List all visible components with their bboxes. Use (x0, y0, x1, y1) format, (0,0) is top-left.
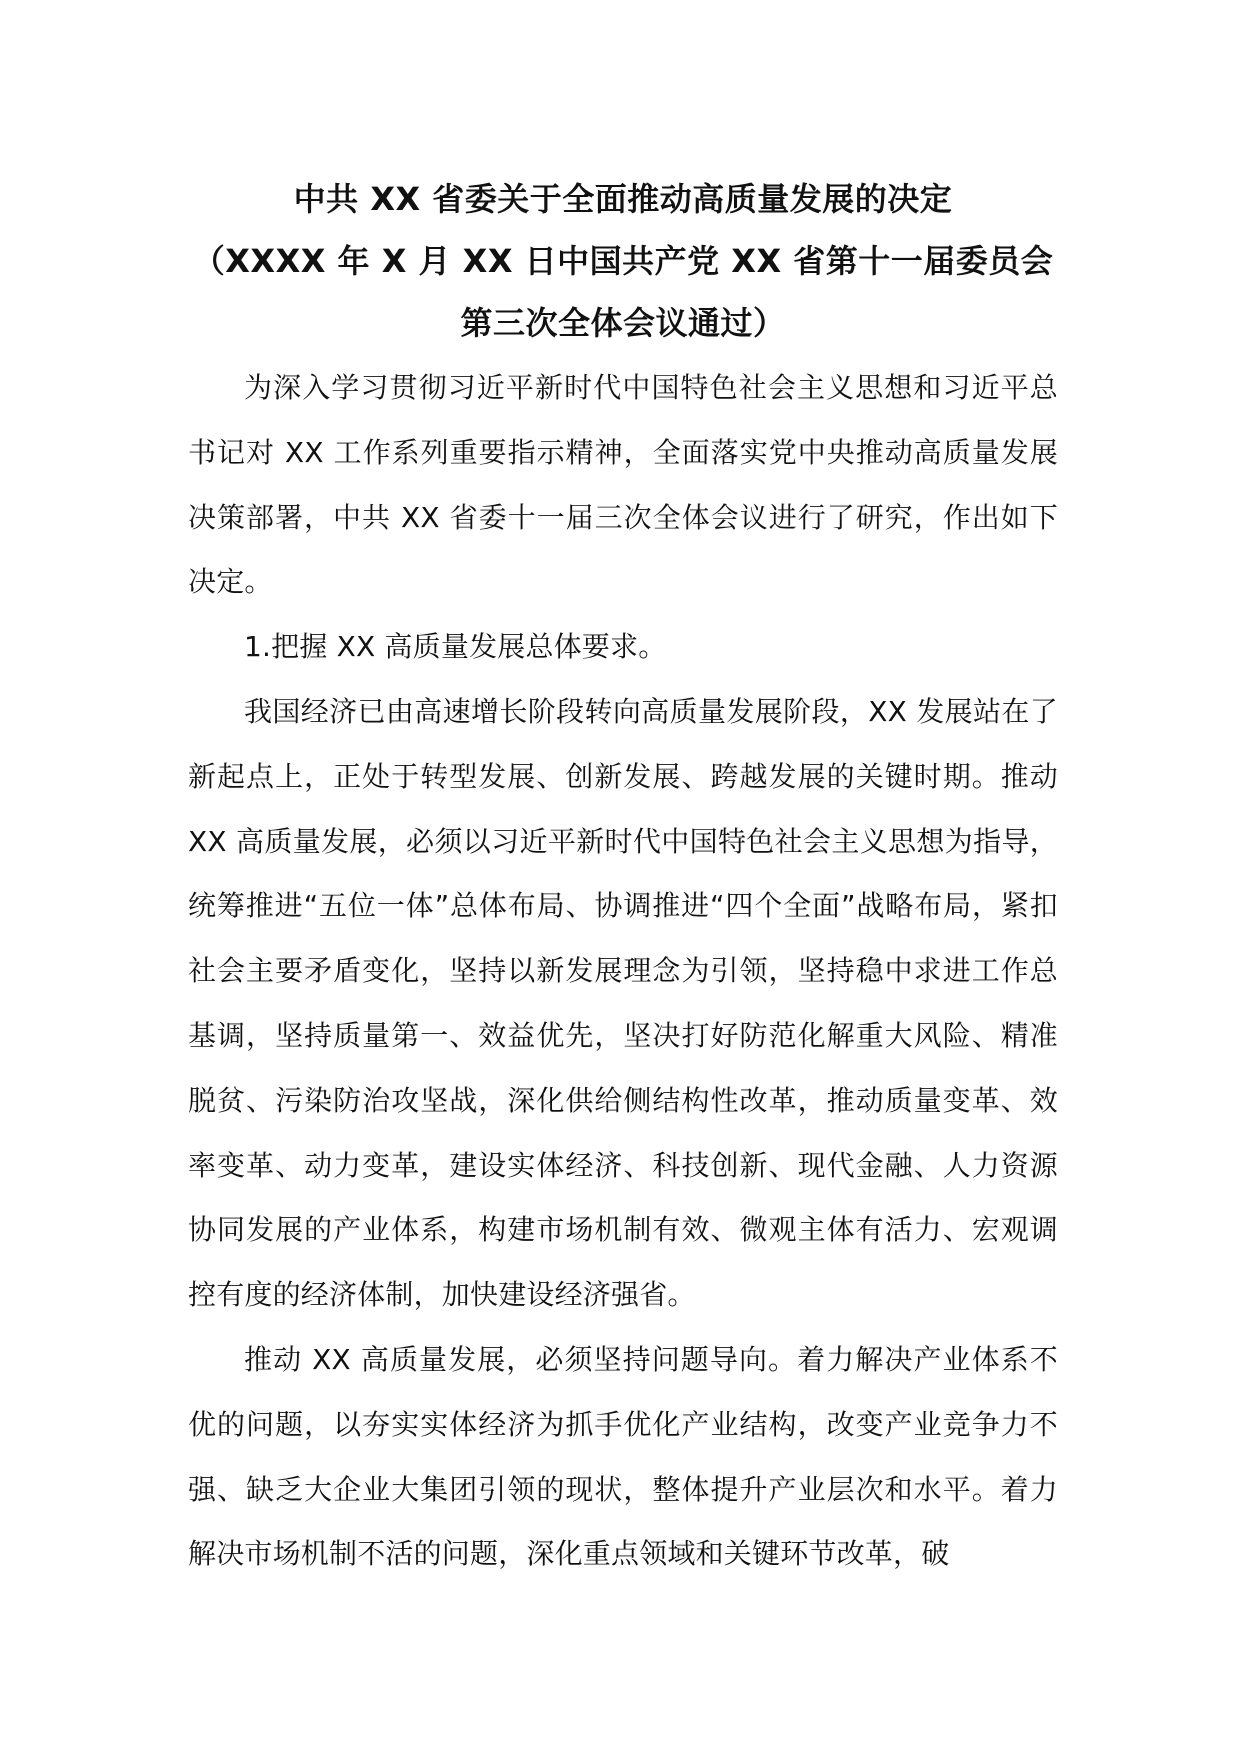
paragraph-problem-orientation: 推动 XX 高质量发展，必须坚持问题导向。着力解决产业体系不优的问题，以夯实实体经济为抓手优化产业结构，改变产业竞争力不强、缺乏大企业大集团引领的现状，整体提升产业层次和水平。着力解决市场机制不活的问题，深化重点领域和关键环节改革，破 (188, 1342, 1058, 1571)
document-subtitle-line-1: （XXXX 年 X 月 XX 日中国共产党 XX 省第十一届委员会 (192, 242, 1054, 280)
document-title: 中共 XX 省委关于全面推动高质量发展的决定 (293, 180, 953, 218)
document-title-block (188, 168, 1058, 354)
document-body (188, 168, 1058, 1587)
paragraph-overall-requirements: 我国经济已由高速增长阶段转向高质量发展阶段，XX 发展站在了新起点上，正处于转型发展、创新发展、跨越发展的关键时期。推动 XX 高质量发展，必须以习近平新时代中国特色社会主义思想为指导，统筹推进“五位一体”总体布局、协调推进“四个全面”战略布局，紧扣社会主要矛盾变化，坚持以新发展理念为引领，坚持稳中求进工作总基调，坚持质量第一、效益优先，坚决打好防范化解重大风险、精准脱贫、污染防治攻坚战，深化供给侧结构性改革，推动质量变革、效率变革、动力变革，建设实体经济、科技创新、现代金融、人力资源协同发展的产业体系，构建市场机制有效、微观主体有活力、宏观调控有度的经济体制，加快建设经济强省。 (188, 694, 1058, 1312)
paragraph-intro: 为深入学习贯彻习近平新时代中国特色社会主义思想和习近平总书记对 XX 工作系列重要指示精神，全面落实党中央推动高质量发展决策部署，中共 XX 省委十一届三次全体会议进行了研究，作出如下决定。 (188, 371, 1058, 599)
section-heading-1: 1.把握 XX 高质量发展总体要求。 (244, 630, 667, 664)
document-subtitle-line-2: 第三次全体会议通过） (460, 304, 786, 342)
